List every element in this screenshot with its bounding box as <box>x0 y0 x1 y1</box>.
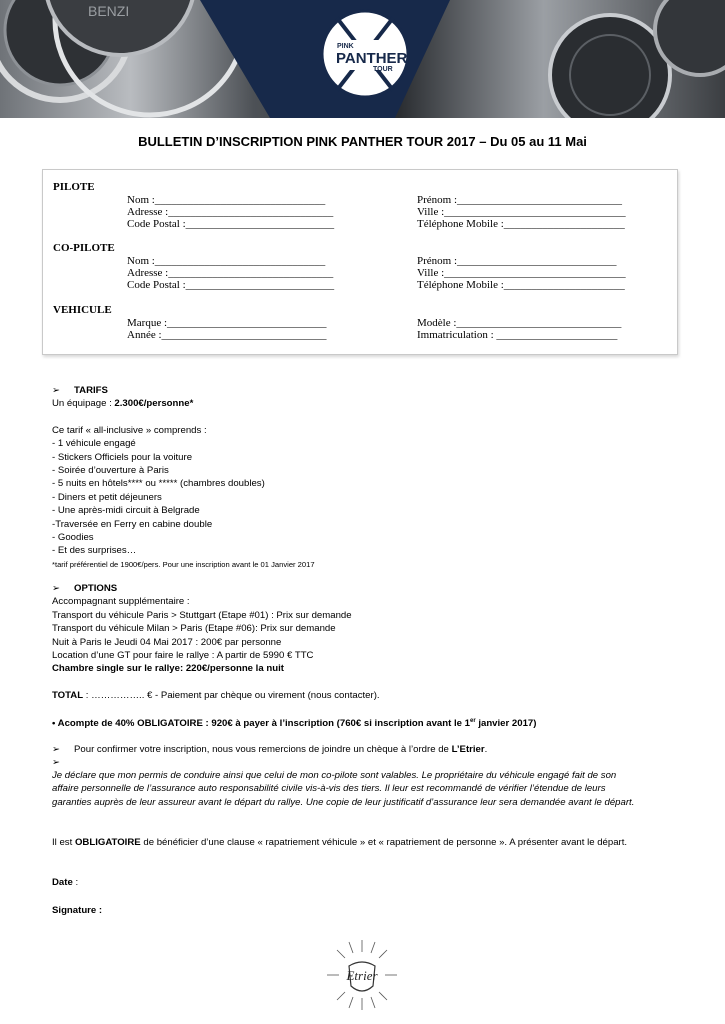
pink-panther-logo <box>315 4 415 104</box>
logo-text-panther: PANTHER <box>336 50 408 67</box>
registration-form-box <box>42 169 678 355</box>
single-room-price: Chambre single sur le rallye: 220€/personne la nuit <box>52 663 284 675</box>
options-section <box>52 582 352 676</box>
date-colon: : <box>72 877 79 888</box>
copilote-telephone-field[interactable]: Téléphone Mobile :______________________ <box>417 279 625 291</box>
vehicule-marque-field[interactable]: Marque :_____________________________ <box>127 317 327 329</box>
etrier-payee: L’Etrier <box>451 744 485 755</box>
option-line: Transport du véhicule Paris > Stuttgart (Etape #01) : Prix sur demande <box>52 609 352 621</box>
equipage-label: Un équipage : <box>52 398 115 410</box>
list-item: -Traversée en Ferry en cabine double <box>52 518 213 530</box>
option-line: Accompagnant supplémentaire : <box>52 596 190 608</box>
list-item: - Une après-midi circuit à Belgrade <box>52 505 200 517</box>
option-line-bold <box>52 662 352 675</box>
pilote-telephone-field[interactable]: Téléphone Mobile :______________________ <box>417 218 625 230</box>
copilote-prenom-field[interactable]: Prénom :_____________________________ <box>417 255 617 267</box>
options-heading-text: OPTIONS <box>74 583 118 594</box>
obligatoire-text: OBLIGATOIRE <box>74 837 141 848</box>
pilote-adresse-field[interactable]: Adresse :______________________________ <box>127 206 334 218</box>
confirm-text: Pour confirmer votre inscription, nous vous remercions de joindre un chèque à l’ordre de <box>74 744 452 755</box>
option-line: Transport du véhicule Milan > Paris (Etape #06): Prix sur demande <box>52 623 336 635</box>
arrow-bullet-icon: ➢ <box>52 757 61 768</box>
gauge-text: BENZI <box>88 3 130 19</box>
gauge-face-right <box>550 15 670 118</box>
arrow-bullet-icon: ➢ <box>52 583 61 594</box>
acompte-superscript: er <box>469 718 476 724</box>
copilote-code-postal-field[interactable]: Code Postal :___________________________ <box>127 279 335 291</box>
date-label: Date <box>52 877 73 888</box>
acompte-line <box>52 715 536 731</box>
arrow-bullet-icon: ➢ <box>52 385 61 396</box>
list-item: - 1 véhicule engagé <box>52 438 136 450</box>
rapatriement-line <box>52 836 627 849</box>
logo-text-pink: PINK <box>337 43 354 50</box>
copilote-ville-field[interactable]: Ville :_________________________________ <box>417 267 626 279</box>
vehicule-annee-field[interactable]: Année :______________________________ <box>127 329 327 341</box>
options-heading <box>52 582 352 595</box>
total-line <box>52 689 380 702</box>
pilote-ville-field[interactable]: Ville :_________________________________ <box>417 206 626 218</box>
bullet-icon: • <box>52 718 56 730</box>
tarif-note: *tarif préférentiel de 1900€/pers. Pour une inscription avant le 01 Janvier 2017 <box>52 559 315 569</box>
tarifs-intro: Ce tarif « all-inclusive » comprends : <box>52 424 207 436</box>
list-item: - Stickers Officiels pour la voiture <box>52 451 193 463</box>
header-banner <box>0 0 725 118</box>
total-text: : …………….. € - Paiement par chèque ou virement (nous contacter). <box>83 690 380 701</box>
option-line: Location d’une GT pour faire le rallye : A partir de 5990 € TTC <box>52 650 314 662</box>
copilote-nom-field[interactable]: Nom :_______________________________ <box>127 255 326 267</box>
pilote-prenom-field[interactable]: Prénom :______________________________ <box>417 194 623 206</box>
total-label: TOTAL <box>52 690 84 701</box>
section-label-vehicule: VEHICULE <box>53 304 112 316</box>
tarifs-section <box>52 384 315 571</box>
equipage-price: 2.300€/personne* <box>114 398 194 410</box>
list-item: - 5 nuits en hôtels**** ou ***** (chambres doubles) <box>52 478 265 490</box>
arrow-bullet-icon: ➢ <box>52 744 61 755</box>
confirm-end: . <box>484 744 488 755</box>
page-title: BULLETIN D’INSCRIPTION PINK PANTHER TOUR 2017 – Du 05 au 11 Mai <box>138 134 587 149</box>
vehicule-modele-field[interactable]: Modèle :______________________________ <box>417 317 622 329</box>
signature-label: Signature : <box>52 905 103 916</box>
tarifs-heading <box>52 384 315 397</box>
section-label-copilote: CO-PILOTE <box>53 242 115 254</box>
signature-field[interactable] <box>52 904 102 917</box>
empty-bullet-line <box>52 756 74 769</box>
option-line: Nuit à Paris le Jeudi 04 Mai 2017 : 200€ par personne <box>52 636 282 648</box>
vehicule-immatriculation-field[interactable]: Immatriculation : ______________________ <box>417 329 618 341</box>
logo-text-tour: TOUR <box>373 66 393 73</box>
date-field[interactable] <box>52 876 78 889</box>
etrier-logo <box>325 938 399 1012</box>
rapatriement-text: Il est <box>52 837 75 848</box>
acompte-text-end: janvier 2017) <box>475 718 537 730</box>
list-item: - Et des surprises… <box>52 545 137 557</box>
declaration-paragraph: Je déclare que mon permis de conduire ainsi que celui de mon co-pilote sont valables. Le propriétaire du véhicule engagé fait de son affaire personnelle de l’assurance auto responsabilité civile vis-à-vis des tiers. Il leur est recommandé de vérifier l’étendue de leurs garanties auprès de leur assureur avant le départ du rallye. Une copie de leur justificatif d’assurance leur sera demandée avant le départ. <box>52 770 635 808</box>
tarifs-heading-text: TARIFS <box>74 385 108 396</box>
equipage-price-line <box>52 397 315 410</box>
list-item: - Diners et petit déjeuners <box>52 491 162 503</box>
rapatriement-text-end: de bénéficier d’une clause « rapatriement véhicule » et « rapatriement de personne ». A présenter avant le départ. <box>140 837 628 848</box>
list-item: - Goodies <box>52 532 94 544</box>
list-item: - Soirée d’ouverture à Paris <box>52 465 169 477</box>
logo-text: Etrier <box>346 968 378 983</box>
confirm-line <box>52 743 487 756</box>
copilote-adresse-field[interactable]: Adresse :______________________________ <box>127 267 334 279</box>
section-label-pilote: PILOTE <box>53 181 95 193</box>
pilote-code-postal-field[interactable]: Code Postal :___________________________ <box>127 218 335 230</box>
pilote-nom-field[interactable]: Nom :_______________________________ <box>127 194 326 206</box>
acompte-text: Acompte de 40% OBLIGATOIRE : 920€ à payer à l’inscription (760€ si inscription avant le 1 <box>57 718 470 730</box>
